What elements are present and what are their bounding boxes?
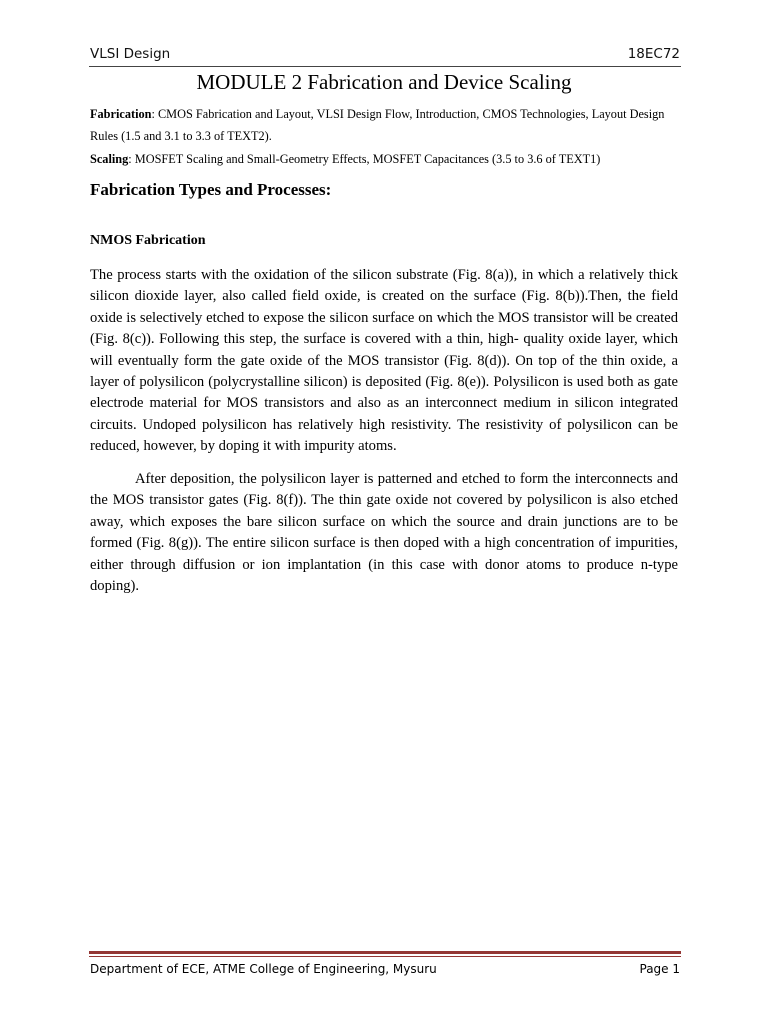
footer-divider-thin xyxy=(89,956,681,957)
syllabus-scaling xyxy=(90,148,682,170)
footer-institution: Department of ECE, ATME College of Engineering, Mysuru xyxy=(90,962,437,976)
page-title: MODULE 2 Fabrication and Device Scaling xyxy=(196,70,572,94)
fabrication-label: Fabrication xyxy=(90,107,152,121)
page-number: Page 1 xyxy=(639,962,680,976)
header-course-name: VLSI Design xyxy=(90,46,171,62)
section-heading: Fabrication Types and Processes: xyxy=(90,180,332,199)
header-divider xyxy=(89,66,681,67)
syllabus-fabrication xyxy=(90,103,682,147)
scaling-label: Scaling xyxy=(90,152,129,166)
fabrication-text: : CMOS Fabrication and Layout, VLSI Design Flow, Introduction, CMOS Technologies, Layout Design Rules (1.5 and 3.1 to 3.3 of TEXT2). xyxy=(90,107,665,143)
paragraph: After deposition, the polysilicon layer is patterned and etched to form the interconnects and the MOS transistor gates (Fig. 8(f)). The thin gate oxide not covered by polysilicon is also etched away, which exposes the bare silicon surface on which the source and drain junctions are to be formed (Fig. 8(g)). The entire silicon surface is then doped with a high concentration of impurities, either through diffusion or ion implantation (in this case with donor atoms to produce n-type doping). xyxy=(90,471,678,595)
paragraph: The process starts with the oxidation of the silicon substrate (Fig. 8(a)), in which a relatively thick silicon dioxide layer, also called field oxide, is created on the surface (Fig. 8(b)).Then, the field oxide is selectively etched to expose the silicon surface on which the MOS transistor will be created (Fig. 8(c)). Following this step, the surface is covered with a thin, high- quality oxide layer, which will eventually form the gate oxide of the MOS transistor (Fig. 8(d)). On top of the thin oxide, a layer of polysilicon (polycrystalline silicon) is deposited (Fig. 8(e)). Polysilicon is used both as gate electrode material for MOS transistors and also as an interconnect medium in silicon integrated circuits. Undoped polysilicon has relatively high resistivity. The resistivity of polysilicon can be reduced, however, by doping it with impurity atoms. xyxy=(90,267,678,455)
scaling-text: : MOSFET Scaling and Small-Geometry Effects, MOSFET Capacitances (3.5 to 3.6 of TEXT1) xyxy=(128,152,601,166)
subsection-heading: NMOS Fabrication xyxy=(90,233,206,248)
footer-divider-thick xyxy=(89,951,681,954)
header-course-code: 18EC72 xyxy=(627,46,680,62)
